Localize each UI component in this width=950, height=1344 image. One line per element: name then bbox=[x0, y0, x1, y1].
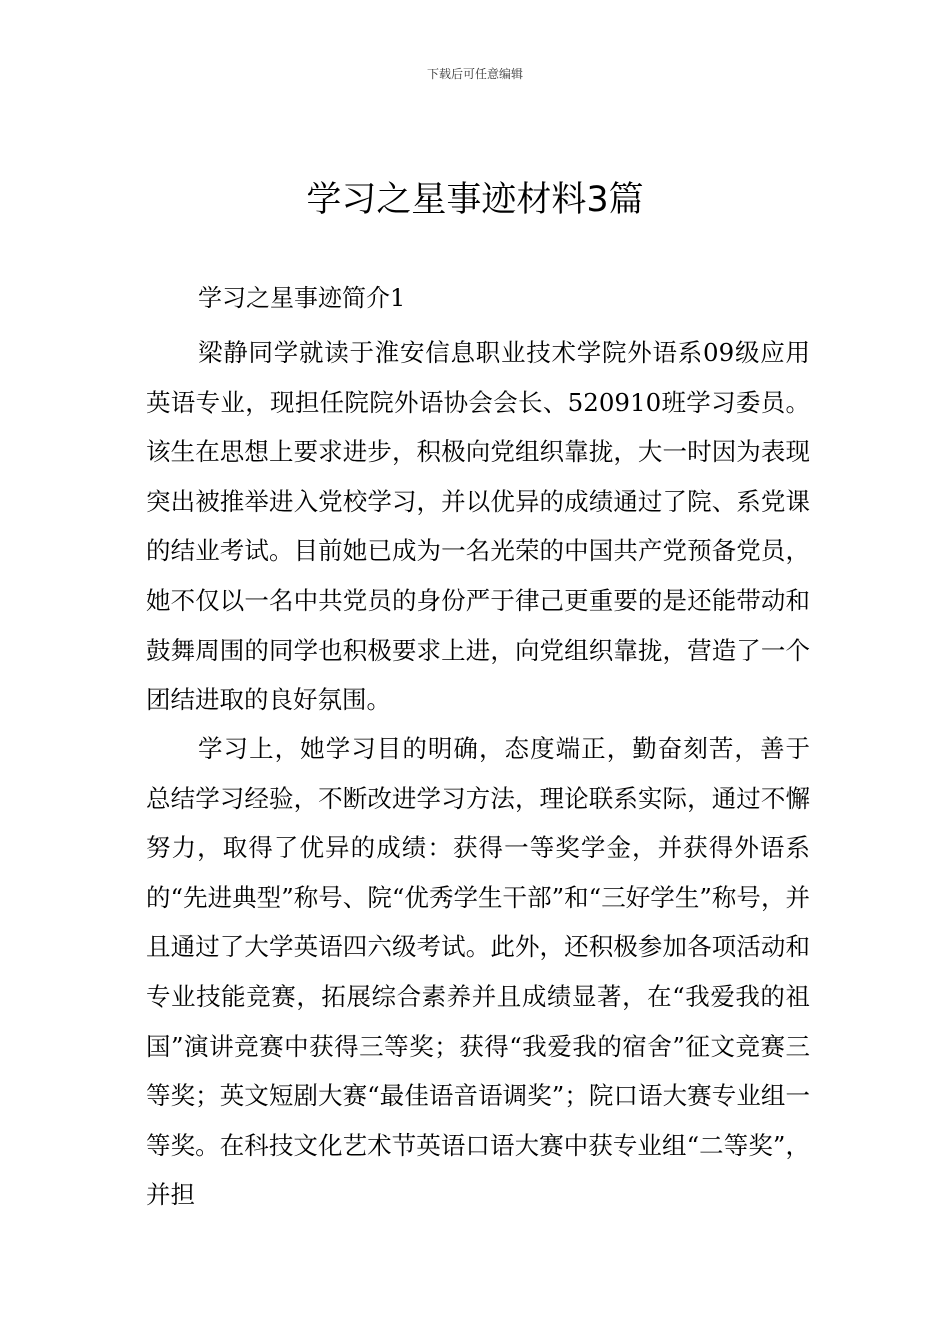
header-note: 下载后可任意编辑 bbox=[426, 67, 523, 81]
paragraph-1: 梁静同学就读于淮安信息职业技术学院外语系09级应用英语专业，现担任院院外语协会会长、520910班学习委员。该生在思想上要求进步，积极向党组织靠拢，大一时因为表现突出被推举进入党校学习，并以优异的成绩通过了院、系党课的结业考试。目前她已成为一名光荣的中国共产党预备党员，她不仅以一名中共党员的身份严于律己更重要的是还能带动和鼓舞周围的同学也积极要求上进，向党组织靠拢，营造了一个团结进取的良好氛围。 bbox=[146, 338, 810, 715]
document-title: 学习之星事迹材料3篇 bbox=[306, 180, 644, 220]
section-heading: 学习之星事迹简介1 bbox=[198, 284, 406, 312]
paragraph-2: 学习上，她学习目的明确，态度端正，勤奋刻苦，善于总结学习经验，不断改进学习方法，理论联系实际，通过不懈努力，取得了优异的成绩：获得一等奖学金，并获得外语系的“先进典型”称号、院“优秀学生干部”和“三好学生”称号，并且通过了大学英语四六级考试。此外，还积极参加各项活动和专业技能竞赛，拓展综合素养并且成绩显著，在“我爱我的祖国”演讲竞赛中获得三等奖；获得“我爱我的宿舍”征文竞赛三等奖；英文短剧大赛“最佳语音语调奖”；院口语大赛专业组一等奖。在科技文化艺术节英语口语大赛中获专业组“二等奖”，并担 bbox=[146, 734, 810, 1210]
